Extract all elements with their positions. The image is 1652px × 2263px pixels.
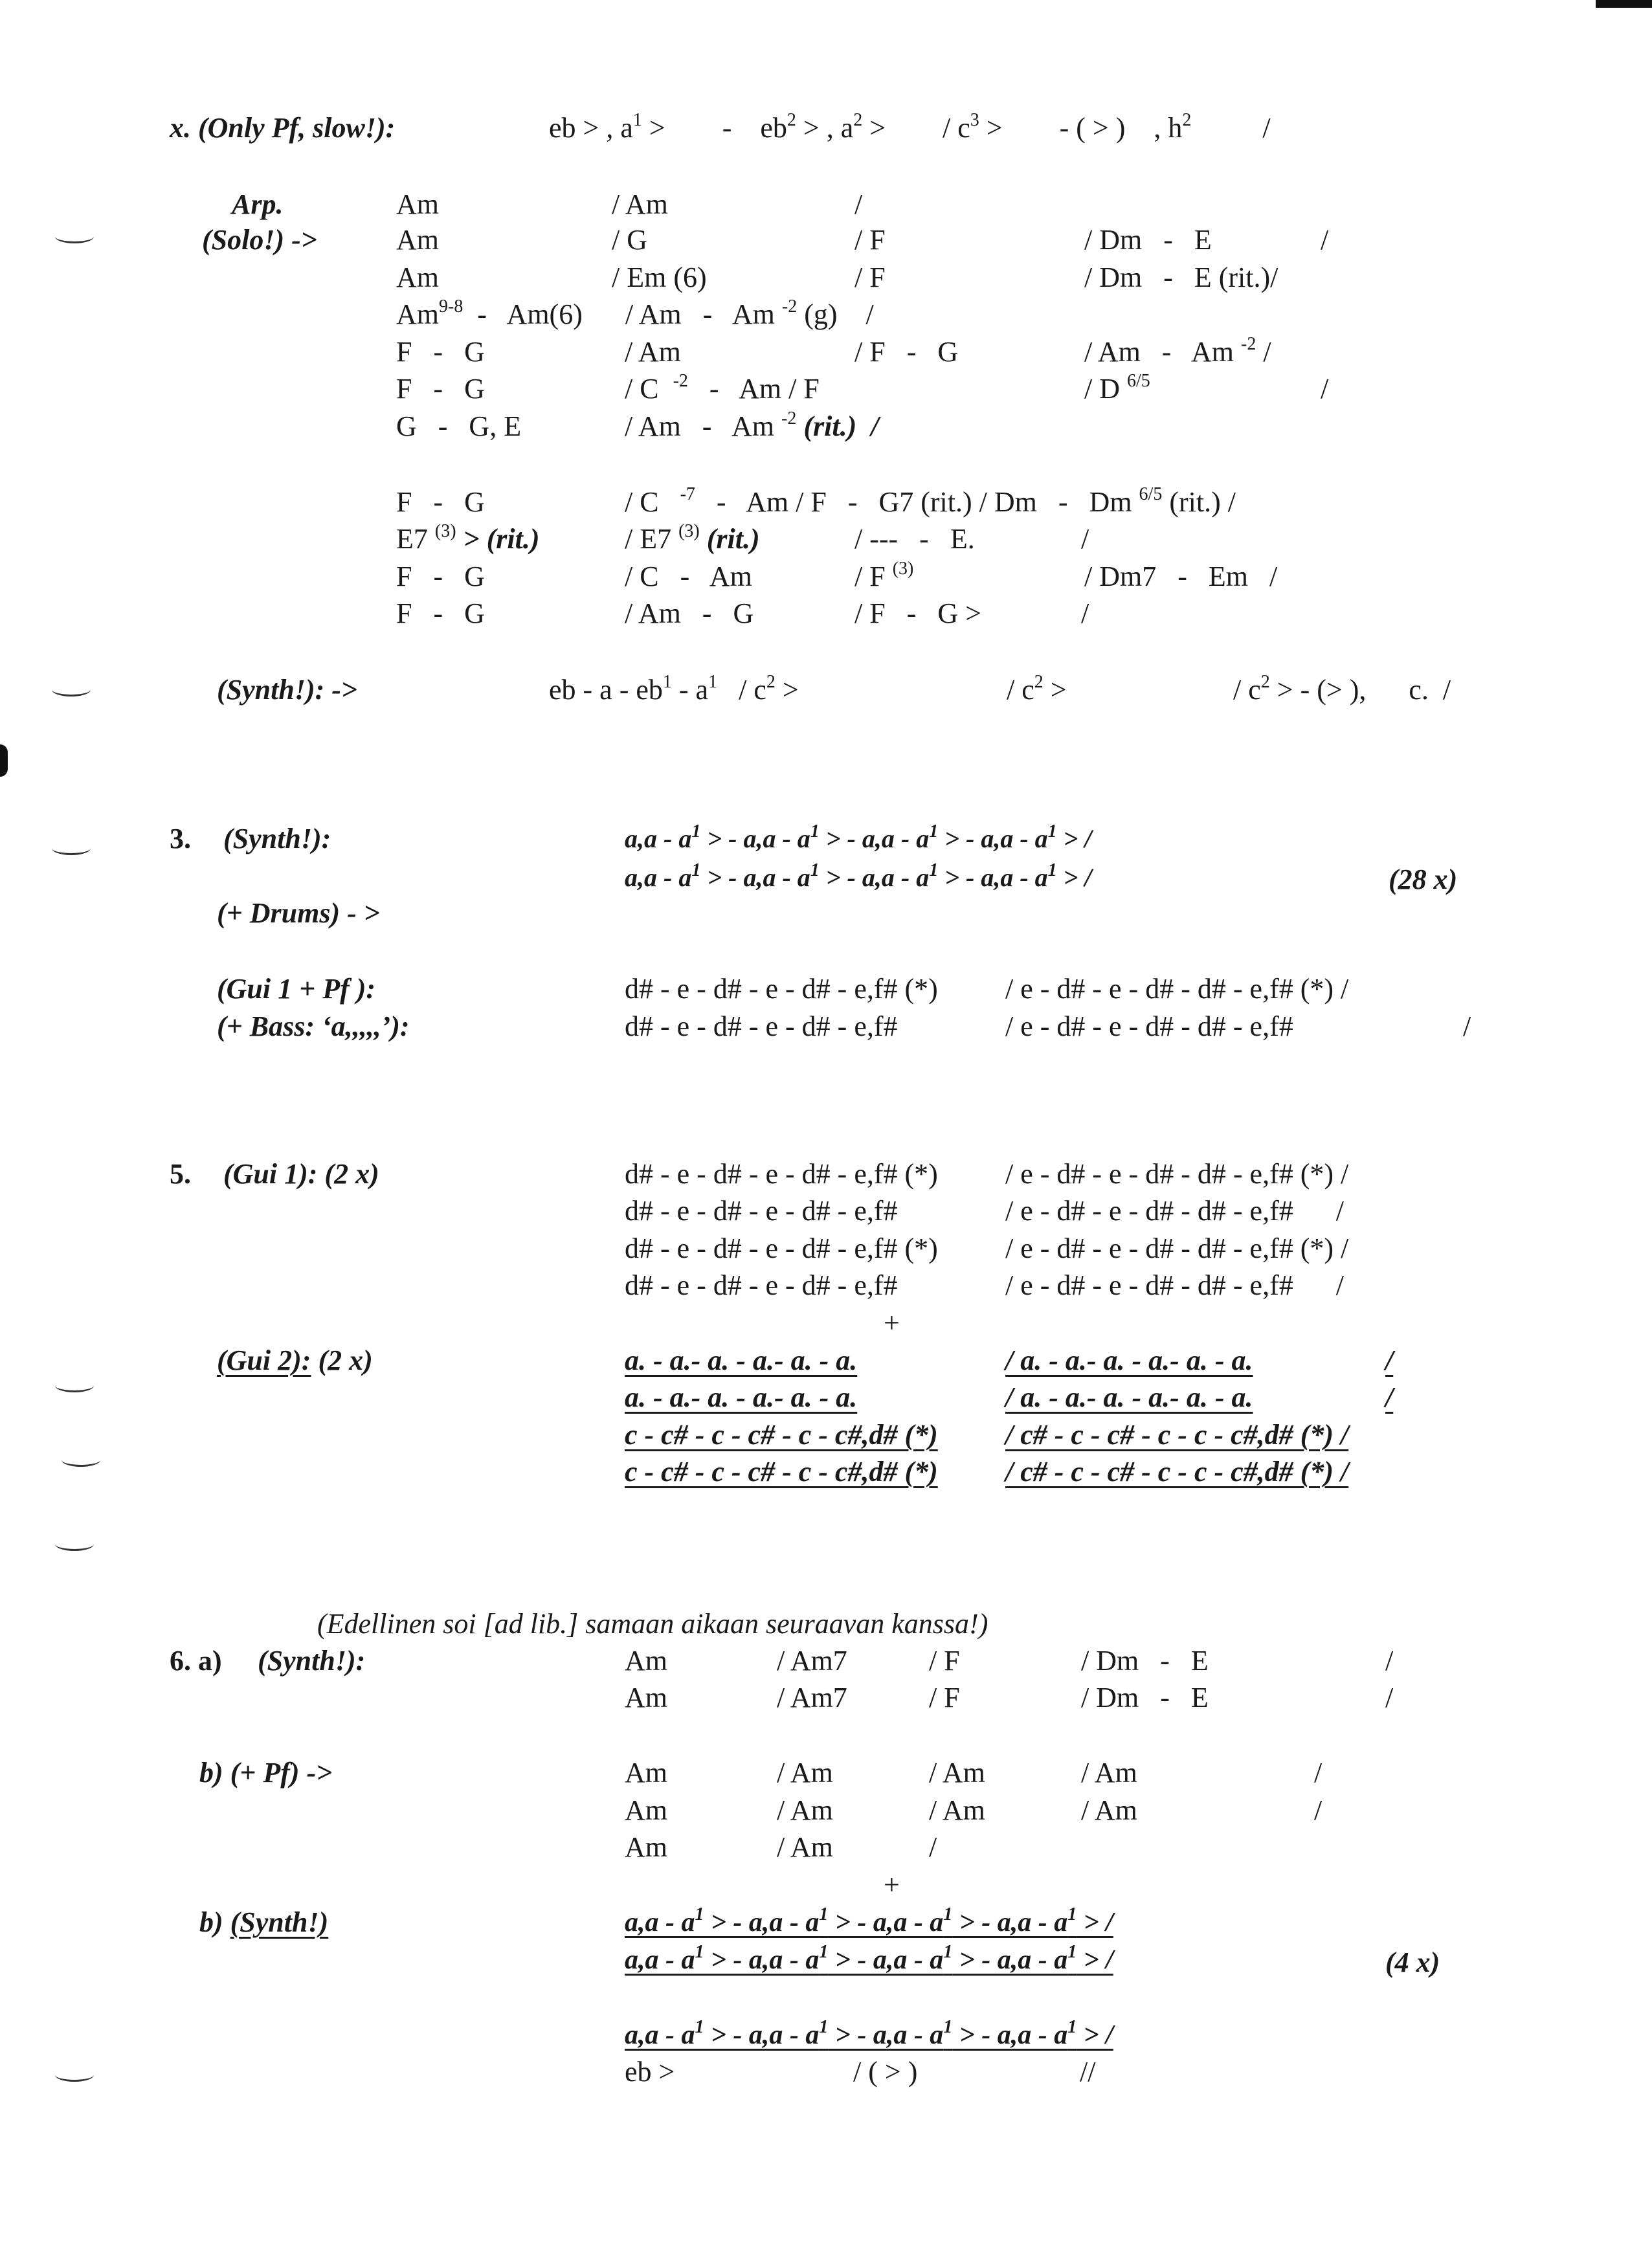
section-6-heading: (Synth!): [258, 1645, 366, 1677]
gui1-line: d# - e - d# - e - d# - e,f# (*) [625, 1232, 938, 1264]
chord: / Am [612, 188, 668, 220]
drums-label: (+ Drums) - > [217, 897, 380, 929]
gui-pf-label: (Gui 1 + Pf ): [217, 973, 376, 1005]
chord: E7 $^{(3)}$ > (rit.) [396, 521, 540, 555]
punch-mark [55, 1379, 94, 1392]
gui2-line: c - c# - c - c# - c - c#,d# (*) [625, 1456, 938, 1488]
gui2-line: / c# - c - c# - c - c - c#,d# (*) / [1005, 1419, 1349, 1451]
punch-mark [52, 683, 91, 697]
synth-x-seg: / $c^2$ > - (> ), c. / [1233, 672, 1451, 706]
chord: / Am [1081, 1757, 1137, 1789]
chord: / Am [625, 336, 681, 368]
synth-x-seg: / $c^2$ > [1007, 672, 1067, 706]
arp-label: Arp. [232, 188, 284, 220]
chord: / Dm7 - Em / [1084, 561, 1278, 592]
chord: / Am - G [625, 597, 754, 629]
synth-line: $a,a - a^1$ > - $a,a - a^1$ > - $a,a - a^1$ > - $a,a - a^1$ > / [625, 1942, 1113, 1975]
barline: / [854, 188, 863, 220]
chord: Am [625, 1831, 667, 1863]
chord: F - G [396, 597, 485, 629]
section-6-note: (Edellinen soi [ad lib.] samaan aikaan seuraavan kanssa!) [317, 1608, 988, 1640]
section-x-line: eb > , $a^1$ > - $eb^2$ > , $a^2$ > / $c^3$ > - ( > ) , $h^2$ / [549, 110, 1271, 144]
plus-sign: + [884, 1869, 900, 1901]
chord: F - G [396, 561, 485, 592]
chord: / E7 $^{(3)}$ (rit.) [625, 521, 760, 555]
gui-line: / e - d# - e - d# - d# - e,f# (*) / [1005, 973, 1349, 1005]
chord: / Am - Am $^{-2}$ / [1084, 334, 1271, 368]
chord: Am [396, 188, 439, 220]
barline: / [1314, 1794, 1323, 1826]
gui1-line: / e - d# - e - d# - d# - e,f# / [1005, 1195, 1344, 1227]
chord: / Dm - E (rit.)/ [1084, 262, 1278, 293]
chord: / Em (6) [612, 262, 707, 293]
plus-sign: + [884, 1307, 900, 1339]
chord: G - G, E [396, 410, 522, 442]
gui2-line: a. - a.- a. - a.- a. - a. [625, 1344, 858, 1376]
punch-mark [52, 842, 91, 855]
chord: F - G [396, 486, 485, 518]
barline: / [1385, 1381, 1394, 1413]
chord: Am [625, 1794, 667, 1826]
chord: / Am [777, 1831, 833, 1863]
chord: / Dm - E [1081, 1682, 1209, 1713]
solo-label: (Solo!) -> [202, 224, 317, 256]
barline: / [1385, 1682, 1394, 1713]
bass-line: d# - e - d# - e - d# - e,f# [625, 1010, 898, 1042]
barline: / [1081, 597, 1089, 629]
gui2-line: c - c# - c - c# - c - c#,d# (*) [625, 1419, 938, 1451]
chord: / F - G > [854, 597, 981, 629]
final-note: eb > [625, 2056, 675, 2088]
chord: Am [396, 224, 439, 256]
gui1-line: d# - e - d# - e - d# - e,f# (*) [625, 1158, 938, 1190]
section-x-heading: x. (Only Pf, slow!): [170, 112, 396, 144]
chord: / C $^{-7}$ - Am / F - G7 (rit.) / Dm - Dm $^{6/5}$ (rit.) / [625, 484, 1236, 518]
chord: / F [854, 224, 886, 256]
gui2-line: / a. - a.- a. - a.- a. - a. [1005, 1381, 1253, 1413]
section-6-number: 6. a) [170, 1645, 222, 1677]
chord: / F $^{(3)}$ [854, 559, 914, 592]
chord: / C $^{-2}$ - Am / F [625, 371, 820, 405]
scan-corner-mark [1596, 0, 1652, 8]
chord: F - G [396, 373, 485, 405]
synth-line: $a,a - a^1$ > - $a,a - a^1$ > - $a,a - a^1$ > - $a,a - a^1$ > / [625, 2017, 1113, 2050]
final-note: / ( > ) [853, 2056, 918, 2088]
barline: / [1314, 1757, 1323, 1789]
gui-line: d# - e - d# - e - d# - e,f# (*) [625, 973, 938, 1005]
repeat-4x: (4 x) [1385, 1946, 1440, 1978]
section-5-heading: (Gui 1): (2 x) [223, 1158, 379, 1190]
gui1-line: / e - d# - e - d# - d# - e,f# (*) / [1005, 1232, 1349, 1264]
punch-mark [55, 2068, 94, 2082]
gui2-label: (Gui 2): (2 x) [217, 1344, 373, 1376]
synth-line: $a,a - a^1$ > - $a,a - a^1$ > - $a,a - a^1$ > - $a,a - a^1$ > / [625, 1904, 1113, 1937]
gui2-line: / c# - c - c# - c - c - c#,d# (*) / [1005, 1456, 1349, 1488]
synth-line: $a,a - a^1$ > - $a,a - a^1$ > - $a,a - a^1$ > - $a,a - a^1$ > / [625, 821, 1092, 853]
chord: / Am [1081, 1794, 1137, 1826]
synth-line: $a,a - a^1$ > - $a,a - a^1$ > - $a,a - a^1$ > - $a,a - a^1$ > / [625, 860, 1092, 892]
section-6b-synth-label: b) (Synth!) [199, 1906, 329, 1938]
barline: / [1385, 1645, 1394, 1677]
punch-mark [55, 230, 94, 243]
barline: / [1463, 1010, 1471, 1042]
synth-x-seg: eb - a - $eb^1 - a^1 / c^2$ > [549, 672, 799, 706]
barline: / [1081, 523, 1089, 555]
chord: Am [625, 1757, 667, 1789]
section-3-heading: (Synth!): [223, 823, 331, 854]
barline: / [1385, 1344, 1394, 1376]
bass-line: / e - d# - e - d# - d# - e,f# [1005, 1010, 1293, 1042]
synth-x-label: (Synth!): -> [217, 674, 357, 706]
final-barline: // [1080, 2056, 1096, 2088]
gui1-line: / e - d# - e - d# - d# - e,f# (*) / [1005, 1158, 1349, 1190]
arp-row: Am$^{9-8}$ - Am(6) / Am - Am $^{-2}$ (g) / [396, 296, 874, 330]
chord: / Am [929, 1757, 985, 1789]
chord: / F [929, 1645, 960, 1677]
chord: / C - Am [625, 561, 752, 592]
chord: / Am [777, 1757, 833, 1789]
chord: / Dm - E [1081, 1645, 1209, 1677]
chord: / Am7 [777, 1645, 847, 1677]
chord: / --- - E. [854, 523, 975, 555]
barline: / [1321, 373, 1329, 405]
gui2-line: / a. - a.- a. - a.- a. - a. [1005, 1344, 1253, 1376]
chord: / F [929, 1682, 960, 1713]
barline: / [929, 1831, 937, 1863]
chord: Am [625, 1682, 667, 1713]
chord: / Am7 [777, 1682, 847, 1713]
repeat-28x: (28 x) [1389, 864, 1458, 895]
chord: Am [625, 1645, 667, 1677]
gui1-line: d# - e - d# - e - d# - e,f# [625, 1195, 898, 1227]
gui2-line: a. - a.- a. - a.- a. - a. [625, 1381, 858, 1413]
punch-mark [61, 1453, 100, 1467]
chord: / Am [929, 1794, 985, 1826]
chord: F - G [396, 336, 485, 368]
scan-edge-blot [0, 744, 8, 777]
chord: / D $^{6/5}$ [1084, 371, 1150, 405]
chord: / Am [777, 1794, 833, 1826]
gui1-line: d# - e - d# - e - d# - e,f# [625, 1269, 898, 1301]
section-3-number: 3. [170, 823, 191, 854]
barline: / [1321, 224, 1329, 256]
bass-label: (+ Bass: ‘a,,,,,’): [217, 1010, 410, 1042]
chord: / F - G [854, 336, 959, 368]
section-6b-label: b) (+ Pf) -> [199, 1757, 333, 1789]
chord: / G [612, 224, 647, 256]
chord: / Dm - E [1084, 224, 1212, 256]
chord: Am [396, 262, 439, 293]
punch-mark [55, 1537, 94, 1551]
chord: / Am - Am $^{-2}$ (rit.) / [625, 408, 879, 442]
section-5-number: 5. [170, 1158, 191, 1190]
gui1-line: / e - d# - e - d# - d# - e,f# / [1005, 1269, 1344, 1301]
chord: / F [854, 262, 886, 293]
